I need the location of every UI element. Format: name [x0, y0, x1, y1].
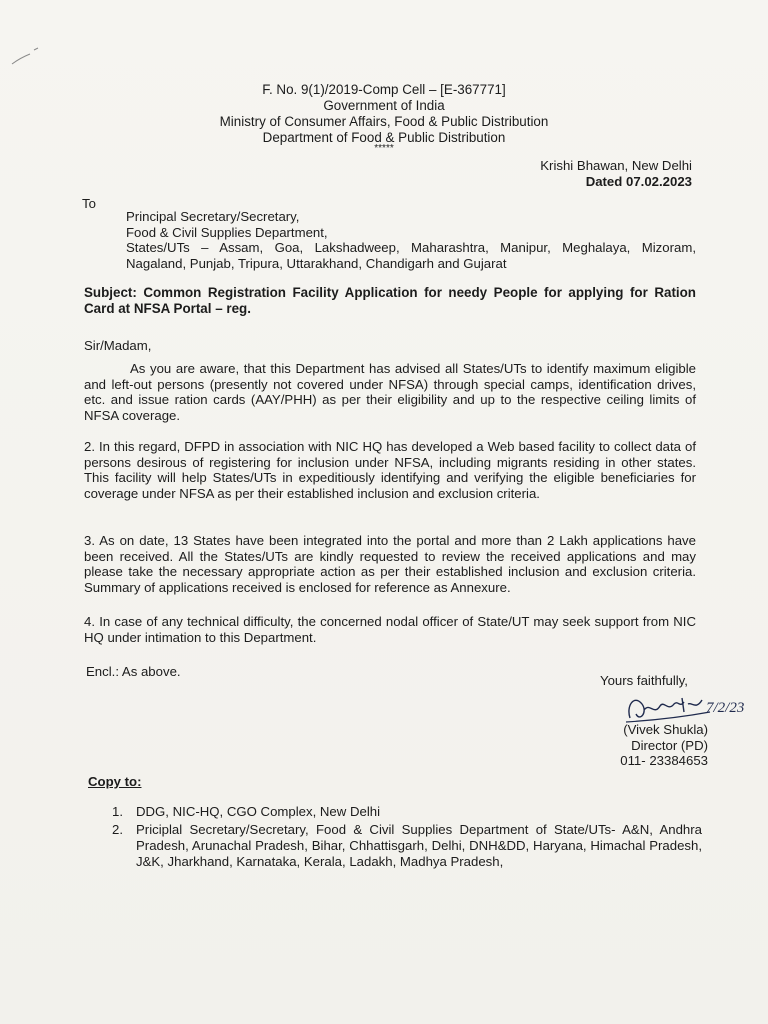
copy-to-heading: Copy to:: [88, 774, 142, 789]
addressee-line-1: Principal Secretary/Secretary,: [126, 209, 300, 224]
enclosure-note: Encl.: As above.: [86, 664, 181, 679]
ministry-line: Ministry of Consumer Affairs, Food & Public Distribution: [219, 114, 549, 129]
addressee-block: [126, 209, 696, 271]
govt-line: Government of India: [323, 98, 445, 113]
file-number: F. No. 9(1)/2019-Comp Cell – [E-367771]: [262, 82, 506, 97]
signatory-phone: 011- 23384653: [620, 753, 708, 768]
signatory-designation: Director (PD): [631, 737, 708, 753]
letter-date: Dated 07.02.2023: [585, 174, 692, 189]
copy-to-list: [112, 804, 702, 884]
signature-block: [598, 722, 708, 769]
addressee-line-2: Food & Civil Supplies Department,: [126, 224, 328, 240]
paragraph-4: 4. In case of any technical difficulty, the concerned nodal officer of State/UT may seek support from NIC HQ under intimation to this Department.: [84, 614, 696, 645]
addressee-line-3: States/UTs – Assam, Goa, Lakshadweep, Maharashtra, Manipur, Meghalaya, Mizoram, Nagaland, Punjab, Tripura, Uttarakhand, Chandigarh and Gujarat: [126, 240, 696, 271]
list-item-text: Priciplal Secretary/Secretary, Food & Civil Supplies Department of State/UTs- A&N, Andhra Pradesh, Arunachal Pradesh, Bihar, Chhattisgarh, Delhi, DNH&DD, Haryana, Himachal Pradesh, J&K, Jharkhand, Karnataka, Kerala, Ladakh, Madhya Pradesh,: [136, 822, 702, 869]
place: Krishi Bhawan, New Delhi: [540, 158, 692, 173]
paragraph-2: 2. In this regard, DFPD in association with NIC HQ has developed a Web based facility to collect data of persons desirous of registering for inclusion under NFSA, including migrants residing in other states. This facility will help States/UTs in expeditiously identifying and verifying the eligible beneficiaries for coverage under NFSA as per their established inclusion and exclusion criteria.: [84, 439, 696, 501]
department-line: Department of Food & Public Distribution: [262, 130, 506, 145]
to-label: To: [82, 196, 96, 211]
subject-line: Subject: Common Registration Facility Application for needy People for applying for Ration Card at NFSA Portal – reg.: [84, 285, 696, 316]
signatory-name: (Vivek Shukla): [623, 722, 708, 737]
signature-date: 7/2/23: [706, 700, 745, 716]
paragraph-1: As you are aware, that this Department has advised all States/UTs to identify maximum eligible and left-out persons (presently not covered under NFSA) through special camps, identification drives, etc. and issue ration cards (AAY/PHH) as per their eligibility and up to the respective ceiling limits of NFSA coverage.: [84, 361, 696, 423]
paragraph-3: 3. As on date, 13 States have been integrated into the portal and more than 2 Lakh applications have been received. All the States/UTs are kindly requested to review the received applications and may please take the necessary appropriate action as per their established inclusion and exclusion criteria. Summary of applications received is enclosed for reference as Annexure.: [84, 533, 696, 595]
list-item-number: 1.: [112, 804, 123, 819]
pen-mark-icon: [8, 44, 48, 74]
list-item-number: 2.: [112, 822, 123, 837]
closing: Yours faithfully,: [600, 673, 688, 688]
separator-stars: *****: [374, 143, 394, 154]
salutation: Sir/Madam,: [84, 338, 152, 353]
list-item-text: DDG, NIC-HQ, CGO Complex, New Delhi: [136, 804, 381, 819]
